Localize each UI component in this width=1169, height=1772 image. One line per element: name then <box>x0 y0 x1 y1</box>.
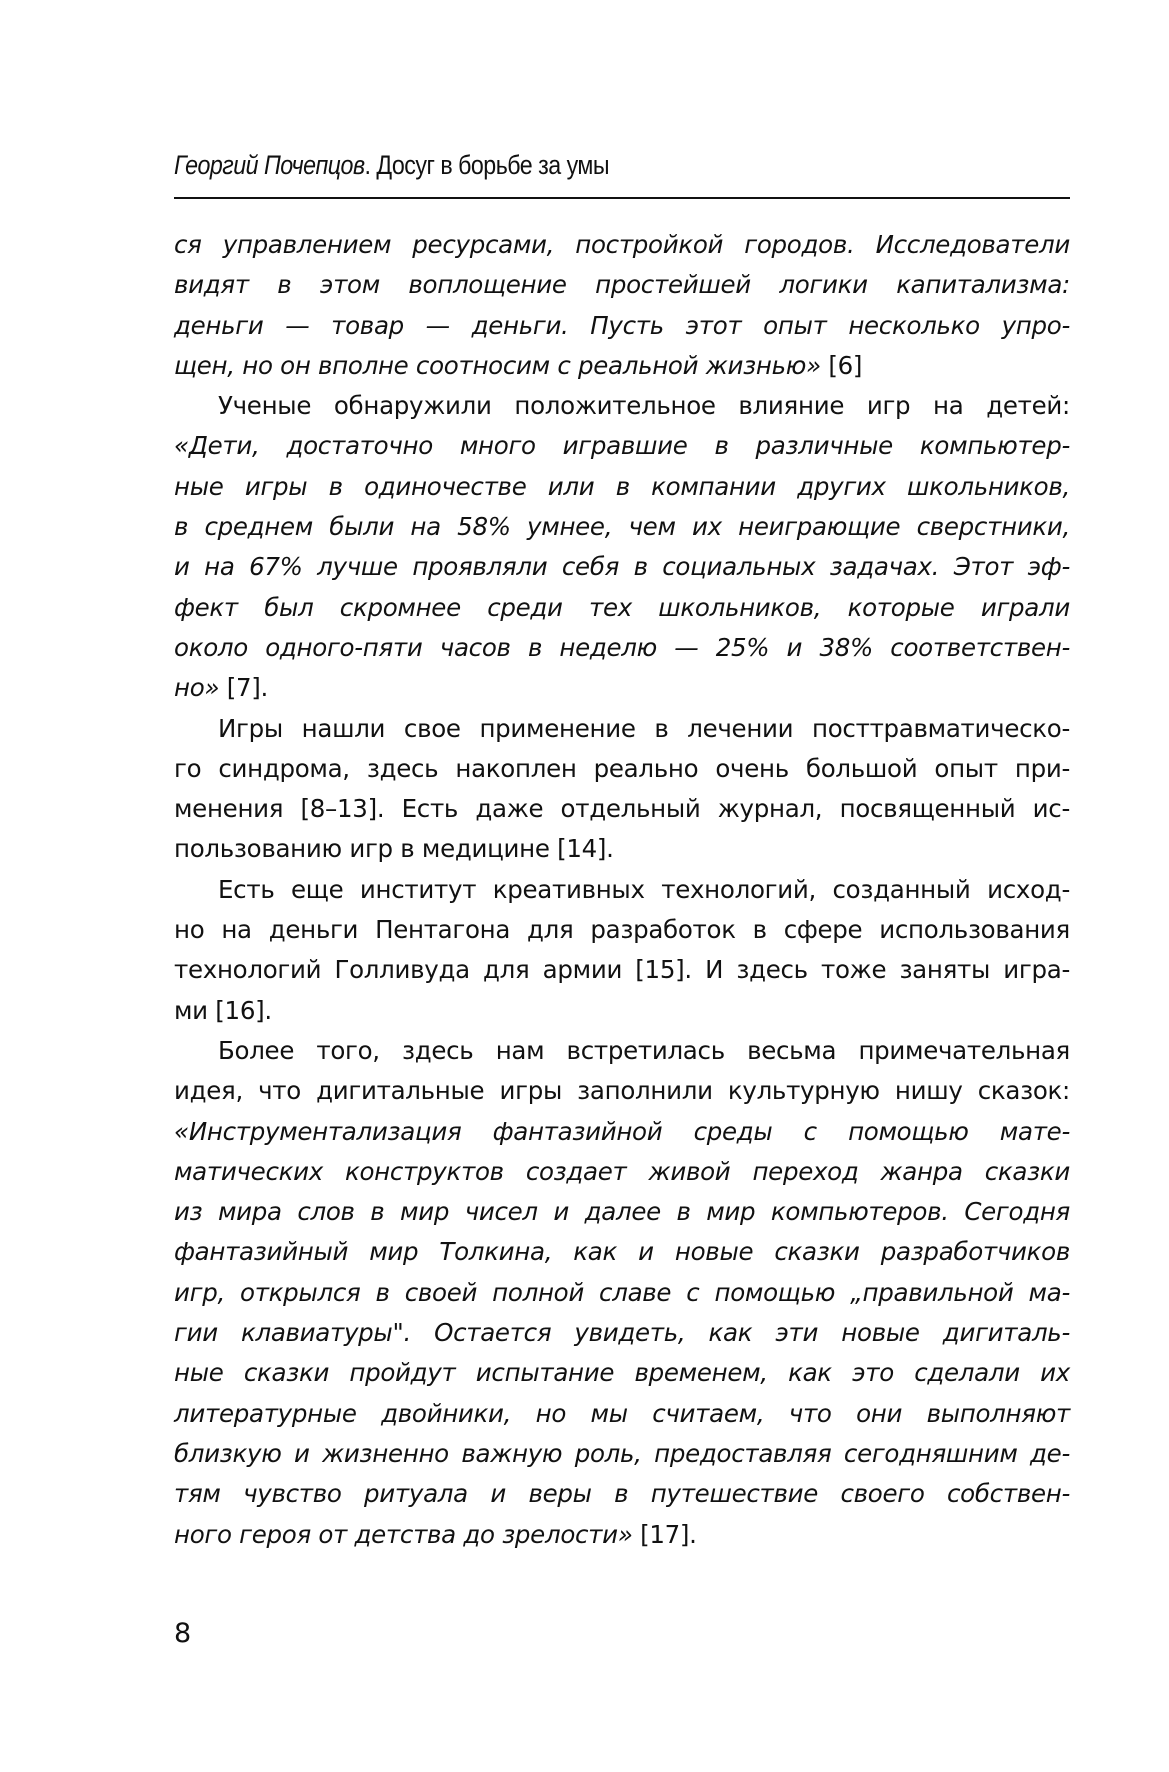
text-line <box>174 1313 1070 1353</box>
header-book-title: Досуг в борьбе за умы <box>376 150 610 180</box>
text-line <box>174 749 1070 789</box>
plain-text: го синдрома, здесь накоплен реально очень большой опыт при- <box>174 753 1070 783</box>
plain-text: Игры нашли свое применение в лечении посттравматическо- <box>218 713 1070 743</box>
plain-text: [7]. <box>219 673 269 703</box>
text-line <box>174 1273 1070 1313</box>
paragraph <box>174 1031 1070 1555</box>
paragraph <box>174 870 1070 1031</box>
quote-text: ся управлением ресурсами, постройкой городов. Исследователи <box>174 230 1070 259</box>
text-line <box>174 1152 1070 1192</box>
text-line <box>174 467 1070 507</box>
quote-text: литературные двойники, но мы считаем, что они выполняют <box>174 1398 1070 1428</box>
text-line <box>174 950 1070 990</box>
text-line <box>174 547 1070 587</box>
plain-text: идея, что дигитальные игры заполнили культурную нишу сказок: <box>174 1076 1070 1106</box>
text-line <box>174 789 1070 829</box>
plain-text: технологий Голливуда для армии [15]. И здесь тоже заняты игра- <box>174 955 1070 985</box>
text-line <box>174 910 1070 950</box>
text-line <box>174 426 1070 466</box>
quote-text: «Инструментализация фантазийной среды с помощью мате- <box>174 1116 1070 1146</box>
header-separator: . <box>364 150 377 180</box>
text-line <box>174 709 1070 749</box>
quote-text: около одного-пяти часов в неделю — 25% и 38% соответствен- <box>174 632 1070 662</box>
header-author: Георгий Почепцов <box>174 150 365 180</box>
paragraph <box>174 386 1070 708</box>
text-line <box>174 829 1070 869</box>
quote-text: игр, открылся в своей полной славе с помощью „правильной ма- <box>174 1277 1070 1307</box>
text-line <box>174 1353 1070 1393</box>
quote-text: деньги — товар — деньги. Пусть этот опыт несколько упро- <box>174 310 1070 340</box>
paragraph <box>174 225 1070 386</box>
text-line <box>174 1031 1070 1071</box>
quote-text: в среднем были на 58% умнее, чем их неиграющие сверстники, <box>174 512 1070 542</box>
text-line <box>174 870 1070 910</box>
plain-text: менения [8–13]. Есть даже отдельный журнал, посвященный ис- <box>174 794 1070 824</box>
quote-text: щен, но он вполне соотносим с реальной жизнью» <box>174 350 821 380</box>
text-line <box>174 265 1070 305</box>
text-line <box>174 1394 1070 1434</box>
text-line <box>174 628 1070 668</box>
text-line <box>174 588 1070 628</box>
plain-text: Ученые обнаружили положительное влияние игр на детей: <box>218 391 1070 421</box>
text-line <box>174 991 1070 1031</box>
text-line <box>174 225 1070 265</box>
text-line <box>174 306 1070 346</box>
text-line <box>174 668 1070 708</box>
text-line <box>174 1232 1070 1272</box>
plain-text: пользованию игр в медицине [14]. <box>174 834 614 864</box>
text-line <box>174 1474 1070 1514</box>
text-line <box>174 1112 1070 1152</box>
text-line <box>174 507 1070 547</box>
header-rule <box>174 197 1070 199</box>
plain-text: но на деньги Пентагона для разработок в сфере использования <box>174 915 1070 945</box>
text-line <box>174 1515 1070 1555</box>
text-line <box>174 1192 1070 1232</box>
page-number: 8 <box>174 1618 192 1649</box>
quote-text: матических конструктов создает живой переход жанра сказки <box>174 1156 1070 1186</box>
plain-text: Более того, здесь нам встретилась весьма примечательная <box>218 1035 1070 1065</box>
quote-text: но» <box>174 673 220 703</box>
quote-text: ные сказки пройдут испытание временем, как это сделали их <box>174 1358 1070 1388</box>
quote-text: видят в этом воплощение простейшей логики капитализма: <box>174 270 1070 300</box>
plain-text: Есть еще институт креативных технологий, созданный исход- <box>218 874 1070 904</box>
quote-text: «Дети, достаточно много игравшие в различные компьютер- <box>174 431 1070 461</box>
body-text <box>174 225 1070 1555</box>
running-header <box>174 150 945 190</box>
text-line <box>174 1071 1070 1111</box>
quote-text: тям чувство ритуала и веры в путешествие своего собствен- <box>174 1479 1070 1509</box>
text-line <box>174 386 1070 426</box>
quote-text: гии клавиатуры". Остается увидеть, как эти новые дигиталь- <box>174 1318 1070 1348</box>
quote-text: и на 67% лучше проявляли себя в социальных задачах. Этот эф- <box>174 552 1070 582</box>
quote-text: фантазийный мир Толкина, как и новые сказки разработчиков <box>174 1237 1070 1267</box>
quote-text: близкую и жизненно важную роль, предоставляя сегодняшним де- <box>174 1438 1070 1468</box>
plain-text: [17]. <box>632 1519 697 1549</box>
quote-text: из мира слов в мир чисел и далее в мир компьютеров. Сегодня <box>174 1197 1070 1227</box>
paragraph <box>174 709 1070 870</box>
plain-text: ми [16]. <box>174 995 272 1025</box>
quote-text: ного героя от детства до зрелости» <box>174 1519 633 1549</box>
quote-text: ные игры в одиночестве или в компании других школьников, <box>174 471 1070 501</box>
plain-text: [6] <box>820 350 863 380</box>
text-line <box>174 1434 1070 1474</box>
text-line <box>174 346 1070 386</box>
quote-text: фект был скромнее среди тех школьников, которые играли <box>174 592 1070 622</box>
